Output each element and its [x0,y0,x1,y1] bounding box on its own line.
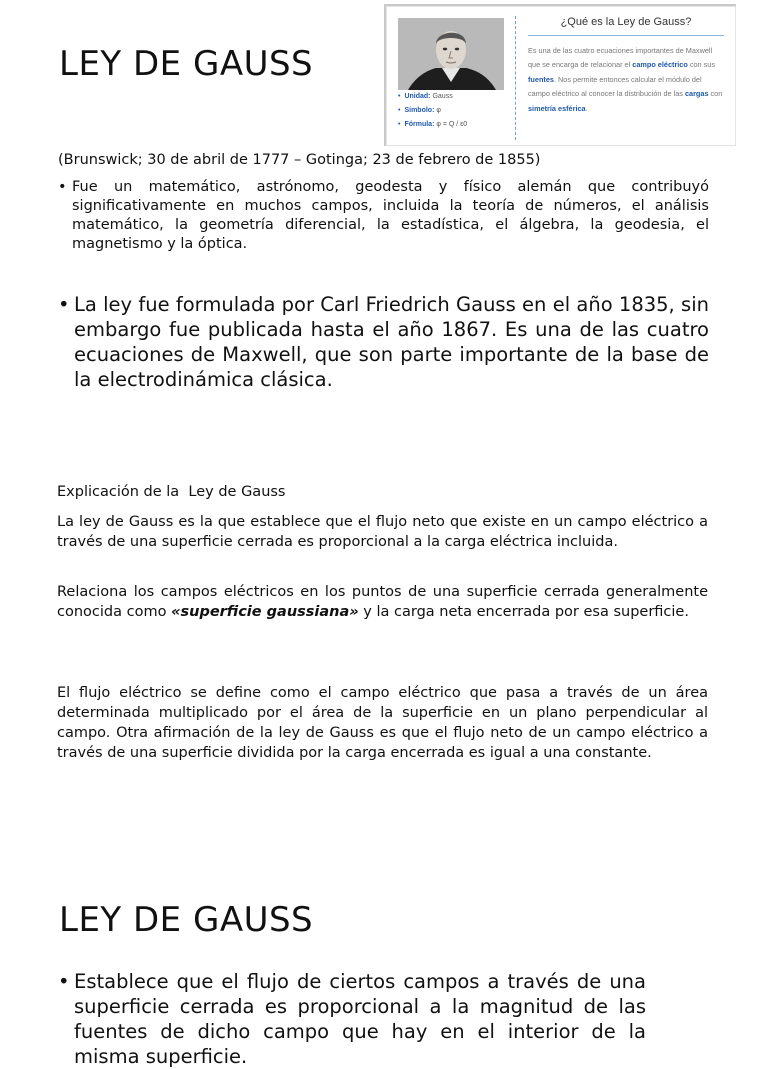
card-heading-rule [528,35,724,36]
explanation-paragraph-2: Relaciona los campos eléctricos en los puntos de una superficie cerrada generalmente conocida como «superficie gaussiana» y la carga neta encerrada por esa superficie. [57,584,708,620]
bullet-dot: • [58,970,70,993]
card-heading: ¿Qué es la Ley de Gauss? [560,16,692,28]
bullet-dot: • [58,179,67,195]
history-bullet [58,292,709,392]
gaussian-surface-term: «superficie gaussiana» [171,604,359,620]
fact-row: • Unidad: Gauss [398,93,453,100]
info-card [384,4,736,146]
fact-row: • Fórmula: φ = Q / ε0 [398,121,468,128]
definition-bullet-text: Establece que el flujo de ciertos campos a través de una superficie cerrada es proporcional a la magnitud de las fuentes de dicho campo que hay en el interior de la misma superficie. [74,970,646,1068]
card-description: Es una de las cuatro ecuaciones importantes de Maxwell que se encarga de relacionar el campo eléctrico con sus fuentes. Nos permite entonces calcular el módulo del campo eléctrico al conocer la distribución de las cargas con simetría esférica. [528,46,723,113]
card-divider [515,16,516,140]
definition-bullet [58,969,646,1069]
bio-bullet-text: Fue un matemático, astrónomo, geodesta y físico alemán que contribuyó significativamente en muchos campos, incluida la teoría de números, el análisis matemático, la geometría diferencial, la estadística, el álgebra, la geodesia, el magnetismo y la óptica. [72,179,709,252]
explanation-heading: Explicación de la Ley de Gauss [57,484,286,500]
bio-bullet [58,178,709,254]
infobox-facts [398,90,467,132]
fact-row: • Símbolo: φ [398,107,441,114]
explanation-paragraph-1: La ley de Gauss es la que establece que el flujo neto que existe en un campo eléctrico a través de una superficie cerrada es proporcional a la carga eléctrica incluida. [57,514,708,550]
section-title: LEY DE GAUSS [59,900,314,940]
flux-paragraph: El flujo eléctrico se define como el campo eléctrico que pasa a través de un área determinada multiplicado por el área de la superficie en un plano perpendicular al campo. Otra afirmación de la ley de Gauss es que el flujo neto de un campo eléctrico a través de una superficie dividida por la carga encerrada es igual a una constante. [57,685,708,761]
gauss-portrait-image [398,18,504,90]
bio-dates: (Brunswick; 30 de abril de 1777 – Gotinga; 23 de febrero de 1855) [58,152,541,168]
bullet-dot: • [58,293,70,316]
page-title: LEY DE GAUSS [59,44,314,84]
history-bullet-text: La ley fue formulada por Carl Friedrich Gauss en el año 1835, sin embargo fue publicada hasta el año 1867. Es una de las cuatro ecuaciones de Maxwell, que son parte importante de la base de la electrodinámica clásica. [74,293,709,391]
